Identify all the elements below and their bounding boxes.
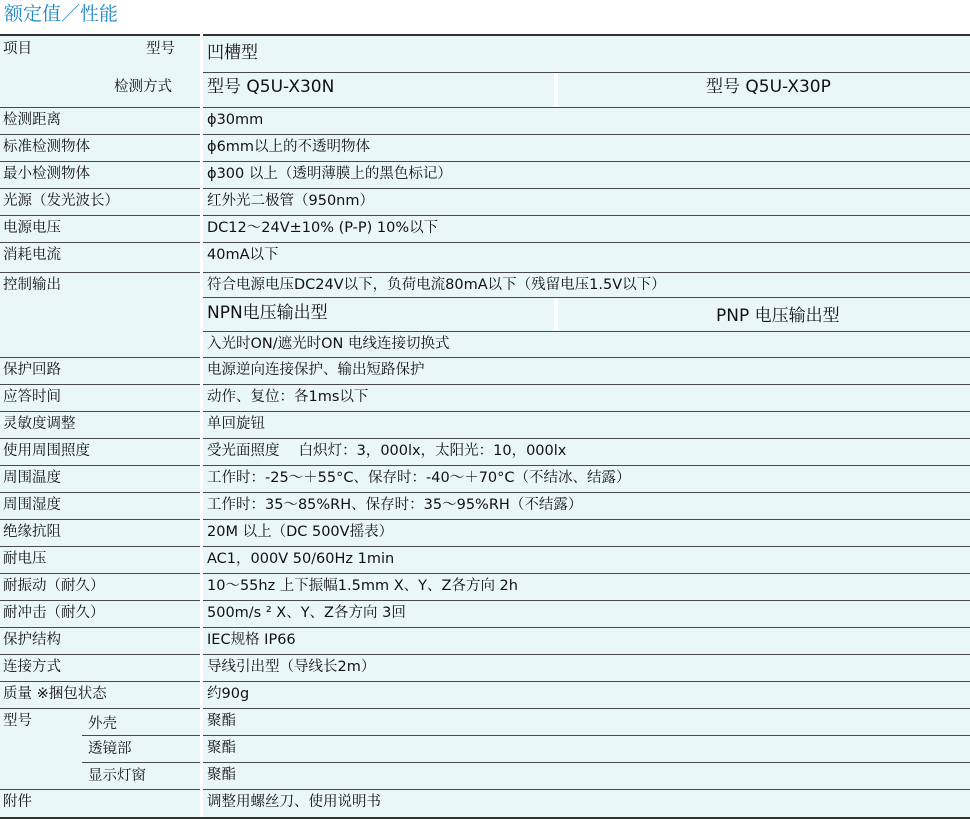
material-value: 聚酯 [207,767,236,783]
row-divider [0,708,970,709]
row-label: 绝缘抗阻 [3,524,61,540]
header-type-value: 凹槽型 [207,43,258,63]
material-value: 聚酯 [207,713,236,729]
row-value: 工作时：-25～＋55°C、保存时：-40～＋70°C（不结冰、结露） [207,470,631,486]
spec-table [0,34,970,817]
row-divider [0,546,970,547]
row-label: 保护回路 [3,362,61,378]
pnp-output: PNP 电压输出型 [716,306,840,326]
header-method-label: 检测方式 [114,79,172,95]
row-value: 20M 以上（DC 500V摇表） [207,524,394,540]
page-title: 额定值／性能 [4,3,119,25]
row-label: 周围温度 [3,470,61,486]
column-divider [554,298,558,330]
model-right: 型号 Q5U-X30P [706,77,831,97]
accessory-value: 调整用螺丝刀、使用说明书 [207,794,381,810]
header-type-label: 型号 [146,41,175,57]
row-value: DC12～24V±10% (P-P) 10%以下 [207,220,439,236]
row-label: 标准检测物体 [3,139,90,155]
control-line1: 符合电源电压DC24V以下，负荷电流80mA以下（残留电压1.5V以下） [207,277,666,293]
row-divider [0,411,970,412]
row-divider [0,654,970,655]
row-value: 动作、复位：各1ms以下 [207,389,369,405]
column-divider [554,73,558,107]
accessory-label: 附件 [3,794,32,810]
row-value: ϕ6mm以上的不透明物体 [207,139,371,155]
column-separator [200,34,203,817]
row-label: 光源（发光波长） [3,193,119,209]
row-label: 保护结构 [3,632,61,648]
material-part: 透镜部 [88,741,132,757]
row-label: 耐电压 [3,551,47,567]
material-label: 型号 [3,713,32,729]
row-value: ϕ30mm [207,112,264,128]
row-divider [0,627,970,628]
row-value: ϕ300 以上（透明薄膜上的黑色标记） [207,166,452,182]
row-label: 消耗电流 [3,247,61,263]
row-value: 受光面照度 白炽灯：3，000lx，太阳光：10，000lx [207,443,567,459]
row-value: 导线引出型（导线长2m） [207,659,376,675]
row-label: 灵敏度调整 [3,416,76,432]
row-label: 检测距离 [3,112,61,128]
row-divider [0,789,970,790]
row-value: 500m/s ² X、Y、Z各方向 3回 [207,605,406,621]
row-divider [0,519,970,520]
row-divider [0,188,970,189]
row-value: 红外光二极管（950nm） [207,193,374,209]
row-divider [0,681,970,682]
material-part: 显示灯窗 [88,768,146,784]
header-item-label: 项目 [3,41,32,57]
row-label: 周围湿度 [3,497,61,513]
model-left: 型号 Q5U-X30N [207,77,335,97]
material-value: 聚酯 [207,740,236,756]
row-label: 应答时间 [3,389,61,405]
material-part: 外壳 [88,716,117,732]
row-label: 连接方式 [3,659,61,675]
row-value: 电源逆向连接保护、输出短路保护 [207,362,425,378]
row-label: 质量 ※捆包状态 [3,686,107,702]
row-divider [0,357,970,358]
row-label: 最小检测物体 [3,166,90,182]
npn-output: NPN电压输出型 [207,303,328,323]
row-value: AC1，000V 50/60Hz 1min [207,551,395,567]
row-value: 约90g [207,686,250,702]
row-divider [0,107,970,108]
row-divider [0,134,970,135]
row-divider [0,161,970,162]
row-label: 使用周围照度 [3,443,90,459]
row-label: 耐振动（耐久） [3,578,105,594]
row-divider [0,215,970,216]
row-divider [0,384,970,385]
row-value: 40mA以下 [207,247,279,263]
row-label: 耐冲击（耐久） [3,605,105,621]
row-value: 10～55hz 上下振幅1.5mm X、Y、Z各方向 2h [207,578,518,594]
row-value: 单回旋钮 [207,416,265,432]
row-value: IEC规格 IP66 [207,632,296,648]
control-line3: 入光时ON/遮光时ON 电线连接切换式 [207,336,450,352]
control-label: 控制输出 [3,277,61,293]
row-divider [0,242,970,243]
row-divider [0,600,970,601]
row-value: 工作时：35～85%RH、保存时：35～95%RH（不结露） [207,497,583,513]
row-label: 电源电压 [3,220,61,236]
